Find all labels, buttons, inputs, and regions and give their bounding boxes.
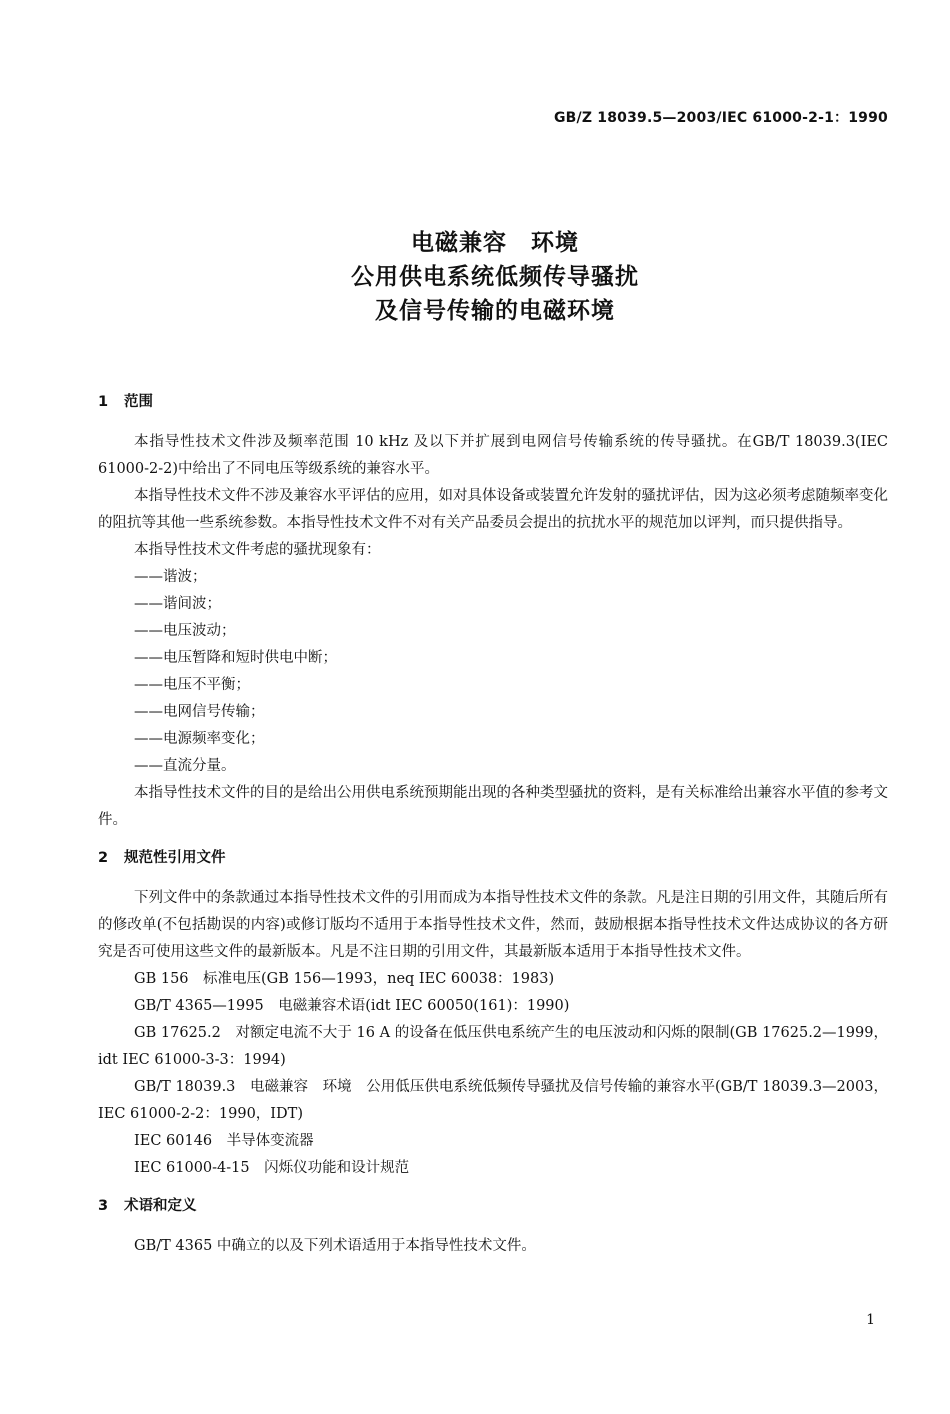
reference-item: IEC 61000-4-15 闪烁仪功能和设计规范 [134,1160,410,1176]
document-body [98,390,888,1260]
section-3-heading [98,1194,888,1215]
section-2-heading [98,846,888,867]
section-title: 规范性引用文件 [124,850,226,866]
paragraph: 下列文件中的条款通过本指导性技术文件的引用而成为本指导性技术文件的条款。凡是注日期的引用文件，其随后所有的修改单(不包括勘误的内容)或修订版均不适用于本指导性技术文件，然而，鼓励根据本指导性技术文件达成协议的各方研究是否可使用这些文件的最新版本。凡是不注日期的引用文件，其最新版本适用于本指导性技术文件。 [98,890,888,960]
reference-item: GB 156 标准电压(GB 156—1993，neq IEC 60038：1983) [134,971,555,987]
standard-code: GB/Z 18039.5—2003/IEC 61000-2-1：1990 [553,110,888,126]
list-item: ——电压暂降和短时供电中断； [134,650,337,666]
section-number: 1 [98,394,109,410]
reference-item: GB 17625.2 对额定电流不大于 16 A 的设备在低压供电系统产生的电压波动和闪烁的限制(GB 17625.2—1999，idt IEC 61000-3-3：1994) [98,1025,888,1068]
section-title: 范围 [124,394,153,410]
page-number: 1 [866,1312,875,1328]
paragraph: 本指导性技术文件不涉及兼容水平评估的应用，如对具体设备或装置允许发射的骚扰评估，因为这必须考虑随频率变化的阻抗等其他一些系统参数。本指导性技术文件不对有关产品委员会提出的抗扰水平的规范加以评判，而只提供指导。 [98,488,888,531]
section-1-heading [98,390,888,411]
reference-item: GB/T 18039.3 电磁兼容 环境 公用低压供电系统低频传导骚扰及信号传输的兼容水平(GB/T 18039.3—2003，IEC 61000-2-2：1990，IDT) [98,1079,888,1122]
section-number: 3 [98,1198,109,1214]
title-line-3: 及信号传输的电磁环境 [375,298,615,324]
list-item: ——电网信号传输； [134,704,265,720]
list-item: ——谐波； [134,569,207,585]
section-number: 2 [98,850,109,866]
paragraph: GB/T 4365 中确立的以及下列术语适用于本指导性技术文件。 [134,1238,536,1254]
paragraph: 本指导性技术文件考虑的骚扰现象有： [134,542,381,558]
reference-item: IEC 60146 半导体变流器 [134,1133,314,1149]
list-item: ——谐间波； [134,596,221,612]
list-item: ——电压不平衡； [134,677,250,693]
list-item: ——电压波动； [134,623,236,639]
paragraph: 本指导性技术文件的目的是给出公用供电系统预期能出现的各种类型骚扰的资料，是有关标准给出兼容水平值的参考文件。 [98,785,888,828]
title-line-1: 电磁兼容 环境 [411,230,579,256]
document-title [0,226,950,328]
list-item: ——电源频率变化； [134,731,265,747]
title-line-2: 公用供电系统低频传导骚扰 [351,264,639,290]
list-item: ——直流分量。 [134,758,236,774]
reference-item: GB/T 4365—1995 电磁兼容术语(idt IEC 60050(161)：1990) [134,998,570,1014]
section-title: 术语和定义 [124,1198,197,1214]
paragraph: 本指导性技术文件涉及频率范围 10 kHz 及以下并扩展到电网信号传输系统的传导骚扰。在GB/T 18039.3(IEC 61000-2-2)中给出了不同电压等级系统的兼容水平。 [98,434,888,477]
